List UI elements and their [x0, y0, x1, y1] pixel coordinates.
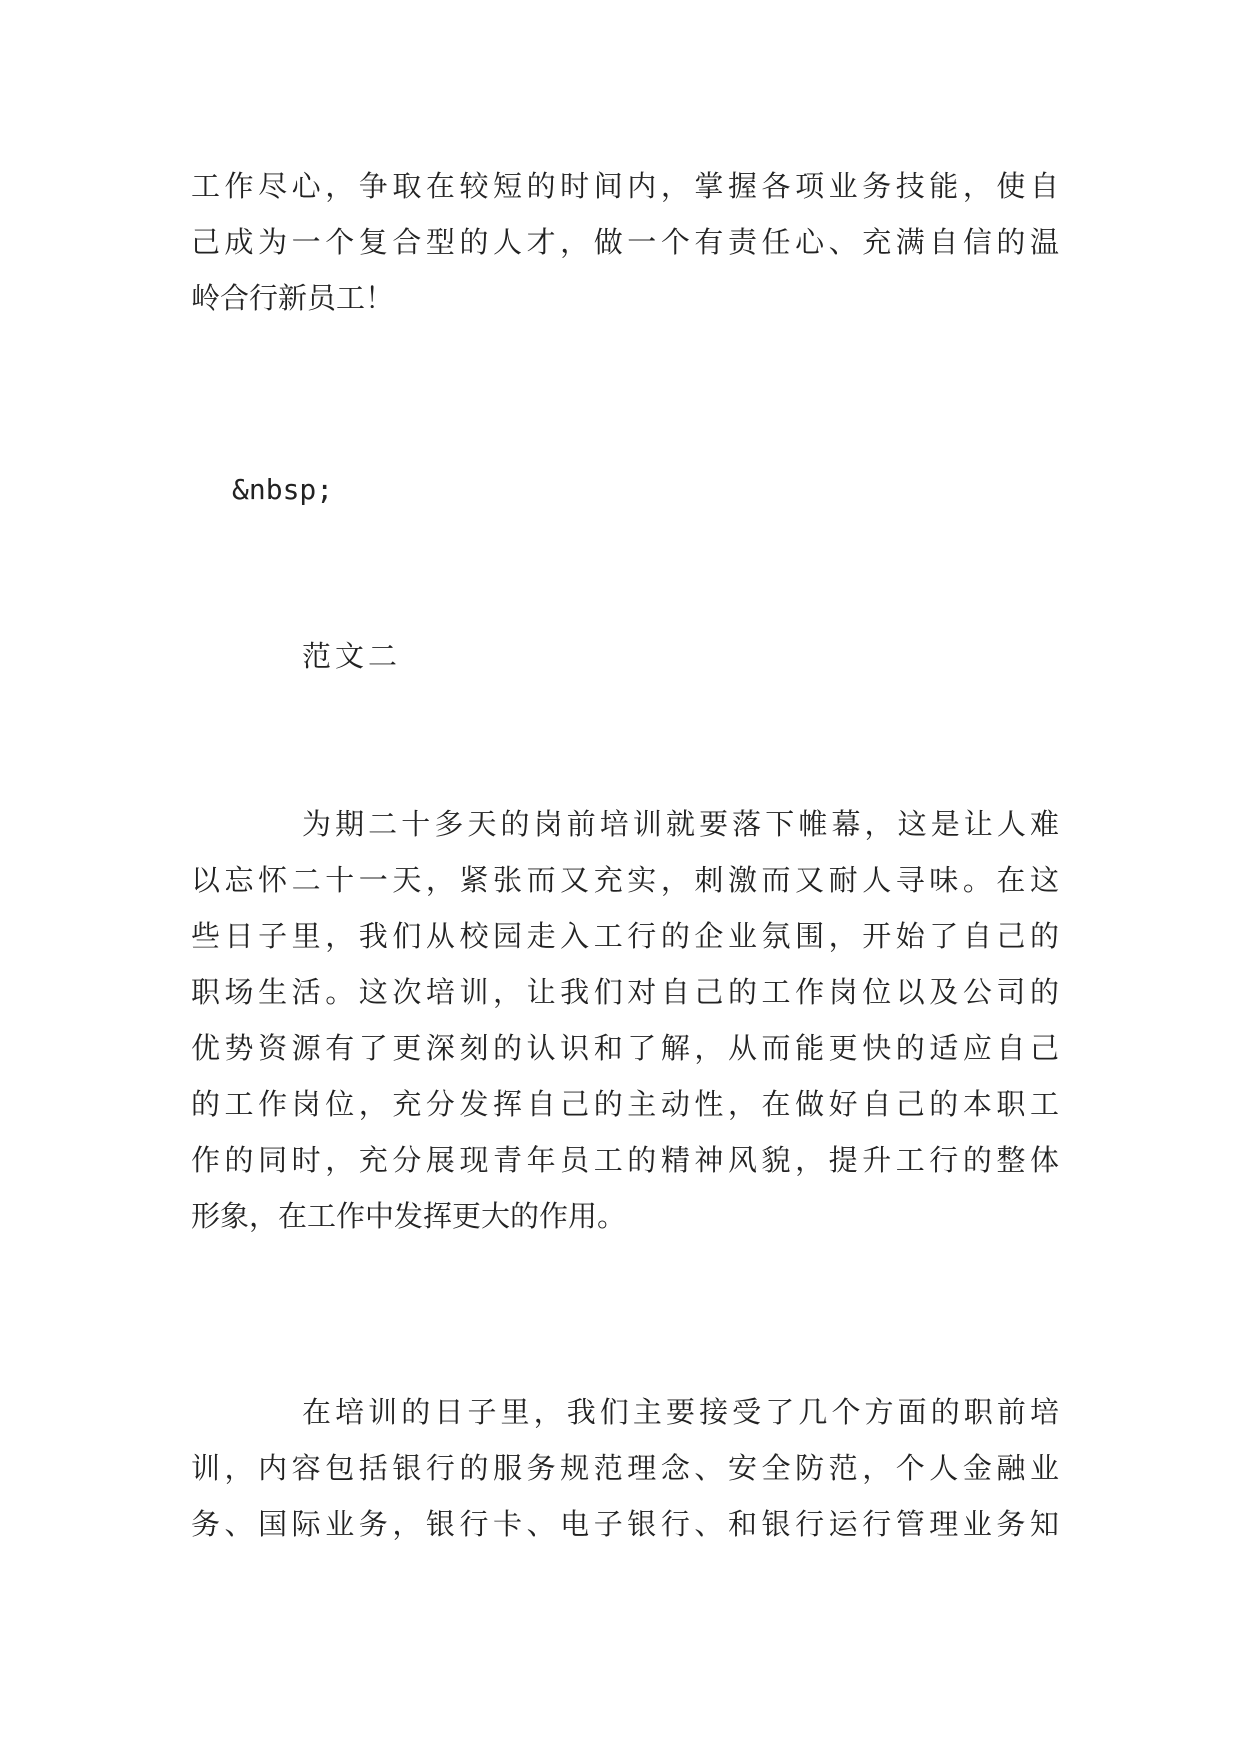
paragraph-2-line-7: 作的同时，充分展现青年员工的精神风貌，提升工行的整体 [191, 1143, 1059, 1177]
paragraph-1-line-3: 岭合行新员工！ [191, 281, 395, 315]
paragraph-2-line-5: 优势资源有了更深刻的认识和了解，从而能更快的适应自己 [191, 1031, 1059, 1065]
paragraph-2-line-1: 为期二十多天的岗前培训就要落下帷幕，这是让人难 [302, 807, 1059, 841]
paragraph-1-line-2: 己成为一个复合型的人才，做一个有责任心、充满自信的温 [191, 225, 1059, 259]
paragraph-3-line-3: 务、国际业务，银行卡、电子银行、和银行运行管理业务知 [191, 1507, 1059, 1541]
paragraph-3-line-1: 在培训的日子里，我们主要接受了几个方面的职前培 [302, 1395, 1059, 1429]
paragraph-2-line-3: 些日子里，我们从校园走入工行的企业氛围，开始了自己的 [191, 919, 1059, 953]
section-heading: 范文二 [302, 639, 402, 673]
paragraph-2-line-8: 形象，在工作中发挥更大的作用。 [191, 1199, 627, 1233]
placeholder-text: &nbsp; [232, 473, 334, 506]
paragraph-2-line-4: 职场生活。这次培训，让我们对自己的工作岗位以及公司的 [191, 975, 1059, 1009]
paragraph-2-line-2: 以忘怀二十一天，紧张而又充实，刺激而又耐人寻味。在这 [191, 863, 1059, 897]
paragraph-1-line-1: 工作尽心，争取在较短的时间内，掌握各项业务技能，使自 [191, 169, 1059, 203]
paragraph-3-line-2: 训，内容包括银行的服务规范理念、安全防范，个人金融业 [191, 1451, 1059, 1485]
paragraph-2-line-6: 的工作岗位，充分发挥自己的主动性，在做好自己的本职工 [191, 1087, 1059, 1121]
